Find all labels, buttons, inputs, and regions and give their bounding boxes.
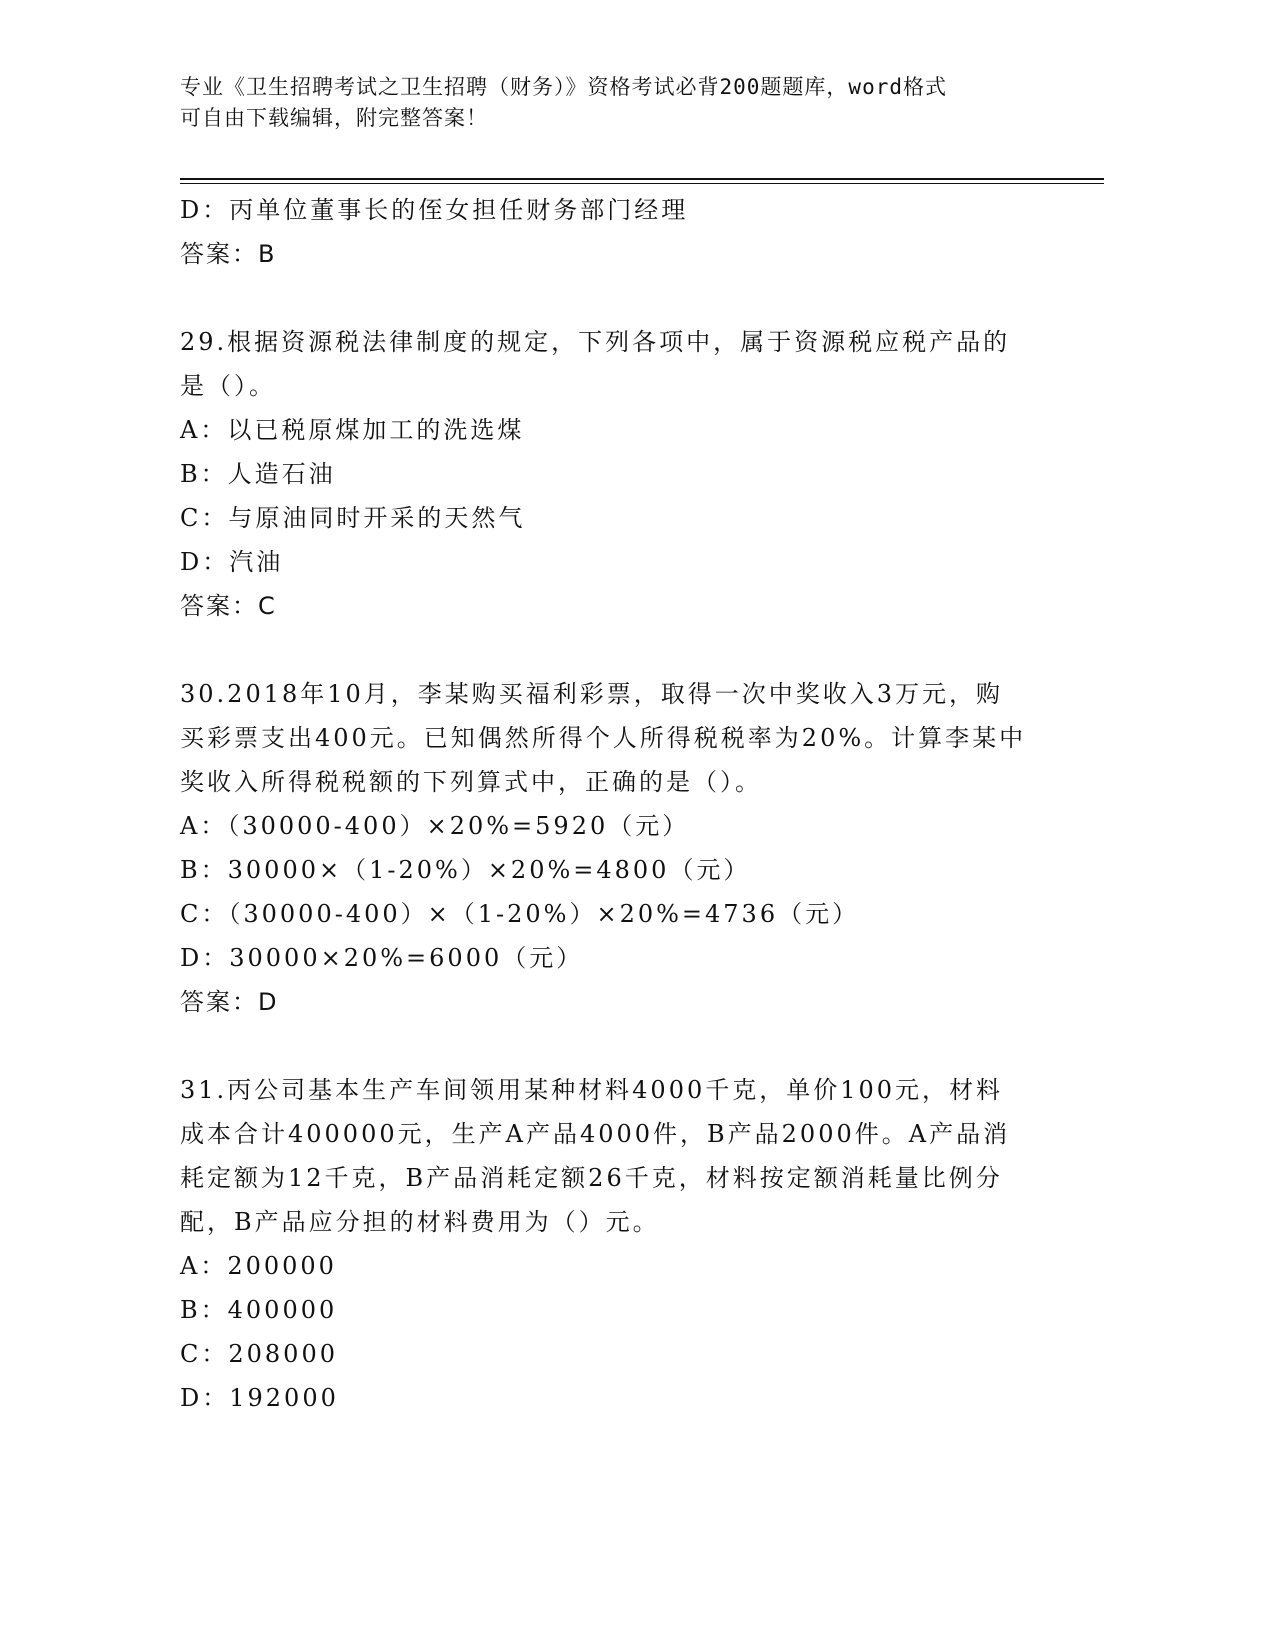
answer-line: 答案：C xyxy=(180,592,277,620)
question-28-fragment xyxy=(180,188,1060,276)
option-a: A：200000 xyxy=(180,1252,337,1280)
question-stem-line: 耗定额为12千克，B产品消耗定额26千克，材料按定额消耗量比例分 xyxy=(180,1164,1003,1192)
option-d: D：汽油 xyxy=(180,548,284,576)
option-a: A：以已税原煤加工的洗选煤 xyxy=(180,416,525,444)
option-d: D：30000×20%=6000（元） xyxy=(180,944,584,972)
option-a: A：（30000-400）×20%=5920（元） xyxy=(180,812,690,840)
answer-line: 答案：B xyxy=(180,240,277,268)
question-29 xyxy=(180,320,1060,628)
option-c: C：208000 xyxy=(180,1340,338,1368)
option-d: D：192000 xyxy=(180,1384,339,1412)
option-c: C：与原油同时开采的天然气 xyxy=(180,504,526,532)
header-divider-thin xyxy=(180,183,1104,184)
spacer xyxy=(180,628,1060,672)
question-content xyxy=(180,188,1060,1420)
header-title-line-1: 专业《卫生招聘考试之卫生招聘（财务）》资格考试必背200题题库，word格式 xyxy=(180,75,947,99)
question-stem-line: 是（）。 xyxy=(180,372,276,400)
spacer xyxy=(180,1024,1060,1068)
document-header xyxy=(180,72,1060,134)
option-b: B：400000 xyxy=(180,1296,338,1324)
option-b: B：人造石油 xyxy=(180,460,336,488)
question-stem-line: 配，B产品应分担的材料费用为（）元。 xyxy=(180,1208,660,1236)
question-stem-line: 买彩票支出400元。已知偶然所得个人所得税税率为20%。计算李某中 xyxy=(180,724,1027,752)
option-d: D：丙单位董事长的侄女担任财务部门经理 xyxy=(180,196,689,224)
question-stem-line: 成本合计400000元，生产A产品4000件，B产品2000件。A产品消 xyxy=(180,1120,1011,1148)
question-stem-line: 30.2018年10月，李某购买福利彩票，取得一次中奖收入3万元，购 xyxy=(180,680,1004,708)
question-stem-line: 奖收入所得税税额的下列算式中，正确的是（）。 xyxy=(180,768,762,796)
answer-line: 答案：D xyxy=(180,988,279,1016)
question-stem-line: 31.丙公司基本生产车间领用某种材料4000千克，单价100元，材料 xyxy=(180,1076,1004,1104)
option-b: B：30000×（1-20%）×20%=4800（元） xyxy=(180,856,751,884)
question-stem-line: 29.根据资源税法律制度的规定，下列各项中，属于资源税应税产品的 xyxy=(180,328,1011,356)
header-divider-thick xyxy=(180,178,1104,180)
question-31 xyxy=(180,1068,1060,1420)
question-30 xyxy=(180,672,1060,1024)
spacer xyxy=(180,276,1060,320)
option-c: C：（30000-400）×（1-20%）×20%=4736（元） xyxy=(180,900,860,928)
header-title-line-2: 可自由下载编辑，附完整答案！ xyxy=(180,106,488,130)
